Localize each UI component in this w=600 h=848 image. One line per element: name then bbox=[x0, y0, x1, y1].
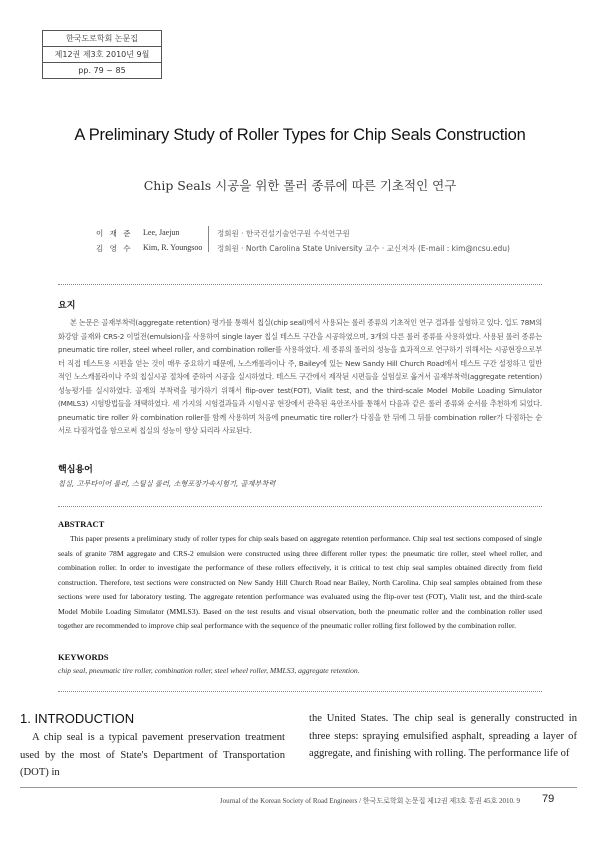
keywords-korean-text: 칩실, 고무타이어 롤러, 스틸실 롤러, 소형포장가속시험기, 골재부착력 bbox=[58, 479, 276, 488]
section-divider bbox=[58, 506, 542, 507]
introduction-left-column: A chip seal is a typical pavement preservation treatment used by the most of State's Department of Transportation (DOT) in bbox=[20, 732, 285, 778]
footer-citation: Journal of the Korean Society of Road Engineers / 한국도로학회 논문집 제12권 제3호 통권 45호 2010. 9 bbox=[219, 797, 520, 805]
section-divider bbox=[58, 284, 542, 285]
abstract-english-text: This paper presents a preliminary study of roller types for chip seals based on aggregate retention performance. Chip seal test sections composed of single seals of granite 78M aggregate and CRS-2 emulsion were constructed using three different roller types: the pneumatic tire roller, steel wheel roller, and combination roller. In order to investigate the performance of these rollers effectively, it is critical to test chip seal samples obtained directly from field construction. Therefore, test sections were constructed on New Sandy Hill Church Road near Bailey, North Carolina. Chip seal samples obtained from these sections were used for laboratory testing. The aggregate retention performance was evaluated using the flip-over test (FOT), Vialit test, and the third-scale Model Mobile Loading Simulator (MMLS3). Based on the test results and visual observation, both the pneumatic roller and the combination roller used together are recommended to improve chip seal performance with the sequence of the pneumatic roller rolling first followed by the combination roller. bbox=[58, 534, 542, 630]
introduction-right-column: the United States. The chip seal is generally constructed in three steps: spraying emulsified asphalt, spreading a layer of aggregate, and finishing with rolling. The performance life of bbox=[309, 713, 577, 759]
abstract-korean-heading: 요지 bbox=[58, 301, 76, 311]
author-affiliation: 정회원 · North Carolina State University 교수 · 교신저자 (E-mail : kim@ncsu.edu) bbox=[217, 244, 510, 253]
journal-pages: pp. 79 ~ 85 bbox=[78, 66, 126, 75]
author-name-english: Lee, Jaejun bbox=[143, 228, 180, 237]
paper-title-english: A Preliminary Study of Roller Types for Chip Seals Construction bbox=[74, 126, 526, 144]
section-divider bbox=[58, 691, 542, 692]
author-row bbox=[0, 228, 600, 242]
abstract-english-heading: ABSTRACT bbox=[58, 519, 105, 529]
page-number: 79 bbox=[542, 793, 555, 805]
introduction-heading: 1. INTRODUCTION bbox=[20, 711, 135, 726]
keywords-english-text: chip seal, pneumatic tire roller, combination roller, steel wheel roller, MMLS3, aggregate retention. bbox=[58, 666, 360, 675]
journal-name: 한국도로학회 논문집 bbox=[43, 31, 161, 47]
author-row bbox=[0, 243, 600, 257]
paper-title-korean: Chip Seals 시공을 위한 롤러 종류에 따른 기초적인 연구 bbox=[143, 178, 457, 193]
author-name-english: Kim, R. Youngsoo bbox=[143, 243, 203, 252]
journal-info-box bbox=[42, 30, 162, 79]
footer-rule bbox=[20, 787, 577, 788]
journal-volume: 제12권 제3호 2010년 9월 bbox=[43, 47, 161, 63]
abstract-korean-text: 본 논문은 골재부착력(aggregate retention) 평가를 통해서 칩실(chip seal)에서 사용되는 롤러 종류의 기초적인 연구 결과를 실험하고 있다. 입도 78M의 화강암 골재와 CRS-2 이멀전(emulsion)을 사용하여 single layer 칩실 테스트 구간을 시공하였으며, 3개의 다른 롤러 종류를 사용하였다. 사용된 롤러 종류는 pneumatic tire roller, steel wheel roller, and combination roller를 사용하였다. 세 종류의 롤러의 성능을 효과적으로 연구하기 위해서는 시공현장으로부터 직접 테스트용 시편을 얻는 것이 매우 중요하기 때문에, 노스캐롤라이나 주, Bailey에 있는 New Sandy Hill Church Road에서 테스트 구간 설정하고 일반적인 노스캐롤라이나 주의 칩실시공 절차에 준하여 시공을 실시하였다. 테스트 구간에서 제작된 시편들을 실험실로 옮겨서 골재부착력(aggregate retention) 성능평가를 실시하였다. 골재의 부착력을 평가하기 위해서 flip-over test(FOT), Vialit test, and the third-scale Model Mobile Loading Simulator (MMLS3) 시험방법들을 채택하였다. 세 가지의 시험결과들과 시험시공 현장에서 관측된 육안조사를 통해서 다음과 같은 롤러 종류와 순서를 추천하게 되었다. pneumatic tire roller 와 combination roller를 함께 사용하며 처음에 pneumatic tire roller가 다짐을 한 뒤에 그 뒤를 combination roller가 다짐하는 순서로 다짐작업을 함으로써 칩실의 성능이 향상 되리라 사료된다. bbox=[58, 318, 542, 435]
author-name-korean: 이 재 준 bbox=[96, 229, 133, 238]
author-name-korean: 김 영 수 bbox=[96, 244, 133, 253]
keywords-english-heading: KEYWORDS bbox=[58, 652, 109, 662]
keywords-korean-heading: 핵심용어 bbox=[58, 465, 93, 475]
author-affiliation: 정회원 · 한국건설기술연구원 수석연구원 bbox=[217, 229, 350, 238]
